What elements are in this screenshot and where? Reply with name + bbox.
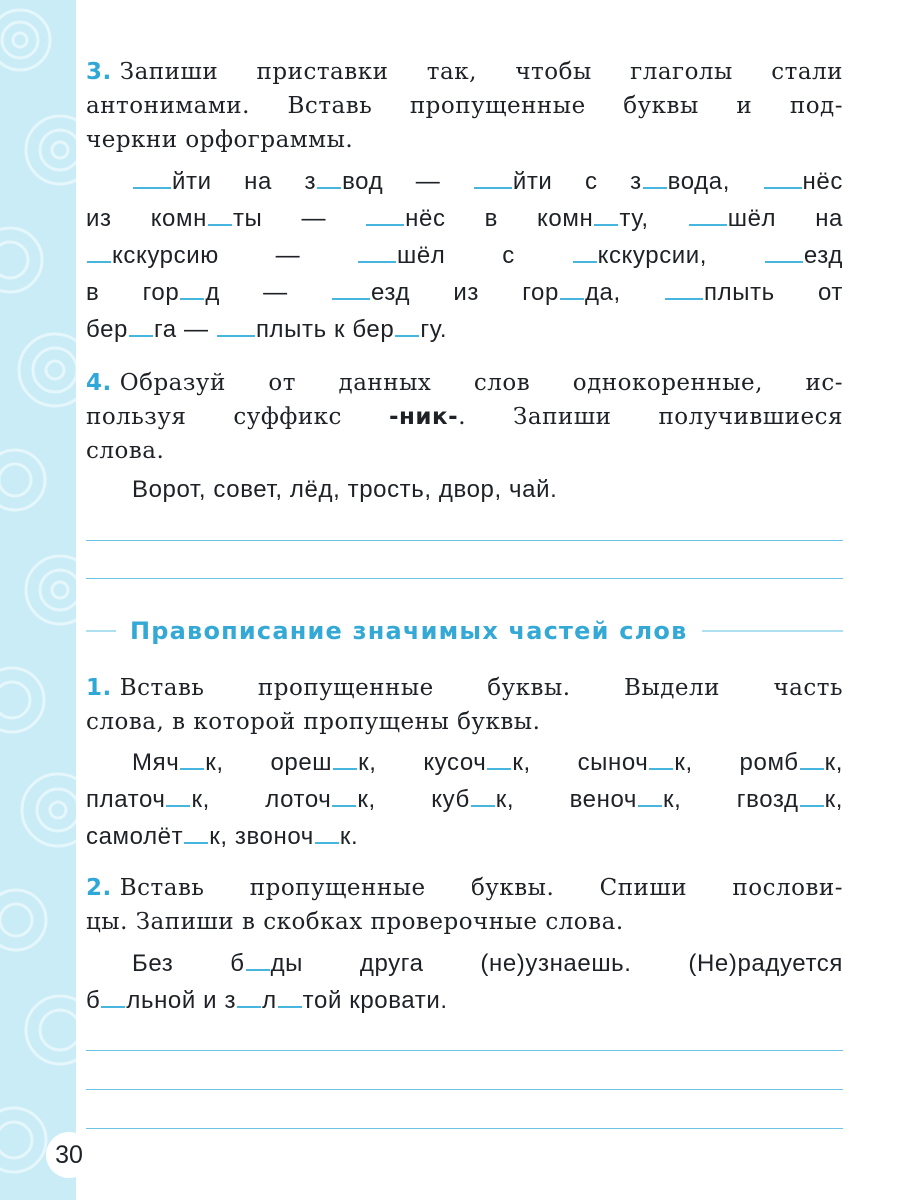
answer-line[interactable] [86, 1089, 843, 1090]
task-number: 4. [86, 370, 112, 396]
decorative-margin-strip [0, 0, 76, 1200]
fill-blank[interactable] [560, 278, 584, 300]
fill-blank[interactable] [366, 204, 404, 226]
fill-blank[interactable] [573, 241, 597, 263]
fill-blank[interactable] [800, 748, 824, 770]
fill-blank[interactable] [87, 241, 111, 263]
answer-line[interactable] [86, 1050, 843, 1051]
fill-blank[interactable] [317, 167, 341, 189]
fill-blank[interactable] [358, 241, 396, 263]
fill-blank[interactable] [237, 986, 261, 1008]
fill-blank[interactable] [332, 785, 356, 807]
answer-line[interactable] [86, 540, 843, 541]
section-title: Правописание значимых частей слов [130, 617, 688, 645]
section-task-2-instruction: 2. Вставь пропущенные буквы. Спиши послови- цы. Запиши в скобках проверочные слова. [86, 875, 843, 935]
fill-blank[interactable] [129, 315, 153, 337]
fill-blank[interactable] [665, 278, 703, 300]
fill-blank[interactable] [166, 785, 190, 807]
fill-blank[interactable] [246, 949, 270, 971]
fill-blank[interactable] [643, 167, 667, 189]
fill-blank[interactable] [800, 785, 824, 807]
fill-blank[interactable] [594, 204, 618, 226]
fill-blank[interactable] [315, 822, 339, 844]
fill-blank[interactable] [764, 167, 802, 189]
page-number: 30 [46, 1132, 92, 1178]
task-4-instruction: 4. Образуй от данных слов однокоренные, ис- пользуя суффикс -ник-. Запиши получившиеся слова. [86, 370, 843, 464]
section-task-1-instruction: 1. Вставь пропущенные буквы. Выдели часть слова, в которой пропущены буквы. [86, 675, 843, 735]
fill-blank[interactable] [332, 278, 370, 300]
fill-blank[interactable] [133, 167, 171, 189]
answer-line[interactable] [86, 1128, 843, 1129]
section-task-2-exercise: Без б ды друга (не)узнаешь. (Не)радуется б льной и з л той кровати. [86, 950, 843, 1014]
task-4-word-list: Ворот, совет, лёд, трость, двор, чай. [132, 476, 558, 503]
fill-blank[interactable] [278, 986, 302, 1008]
fill-blank[interactable] [765, 241, 803, 263]
fill-blank[interactable] [208, 204, 232, 226]
fill-blank[interactable] [689, 204, 727, 226]
fill-blank[interactable] [333, 748, 357, 770]
task-number: 2. [86, 875, 112, 901]
task-number: 3. [86, 59, 112, 85]
fill-blank[interactable] [180, 278, 204, 300]
fill-blank[interactable] [471, 785, 495, 807]
fill-blank[interactable] [184, 822, 208, 844]
fill-blank[interactable] [638, 785, 662, 807]
task-3-instruction: 3. Запиши приставки так, чтобы глаголы стали антонимами. Вставь пропущенные буквы и под- черкни орфограммы. [86, 59, 843, 153]
fill-blank[interactable] [395, 315, 419, 337]
fill-blank[interactable] [474, 167, 512, 189]
task-3-exercise: йти на з вод — йти с з вода, нёс из комн ты — нёс в комн ту, шёл на кскурсию — шёл с кскурсии, езд в гор д — езд из гор да, плыть от бер га — плыть к бер гу. [86, 168, 844, 343]
section-task-1-exercise: Мяч к, ореш к, кусоч к, сыноч к, ромб к, платоч к, лоточ к, куб к, веноч к, гвозд к, самолёт к, звоноч к. [86, 749, 843, 850]
swirl-pattern [0, 0, 76, 1200]
section-heading [86, 611, 843, 651]
fill-blank[interactable] [217, 315, 255, 337]
fill-blank[interactable] [180, 748, 204, 770]
fill-blank[interactable] [649, 748, 673, 770]
fill-blank[interactable] [487, 748, 511, 770]
fill-blank[interactable] [101, 986, 125, 1008]
task-number: 1. [86, 675, 112, 701]
answer-line[interactable] [86, 578, 843, 579]
workbook-page [86, 0, 846, 1200]
suffix-label: -ник- [388, 404, 459, 430]
